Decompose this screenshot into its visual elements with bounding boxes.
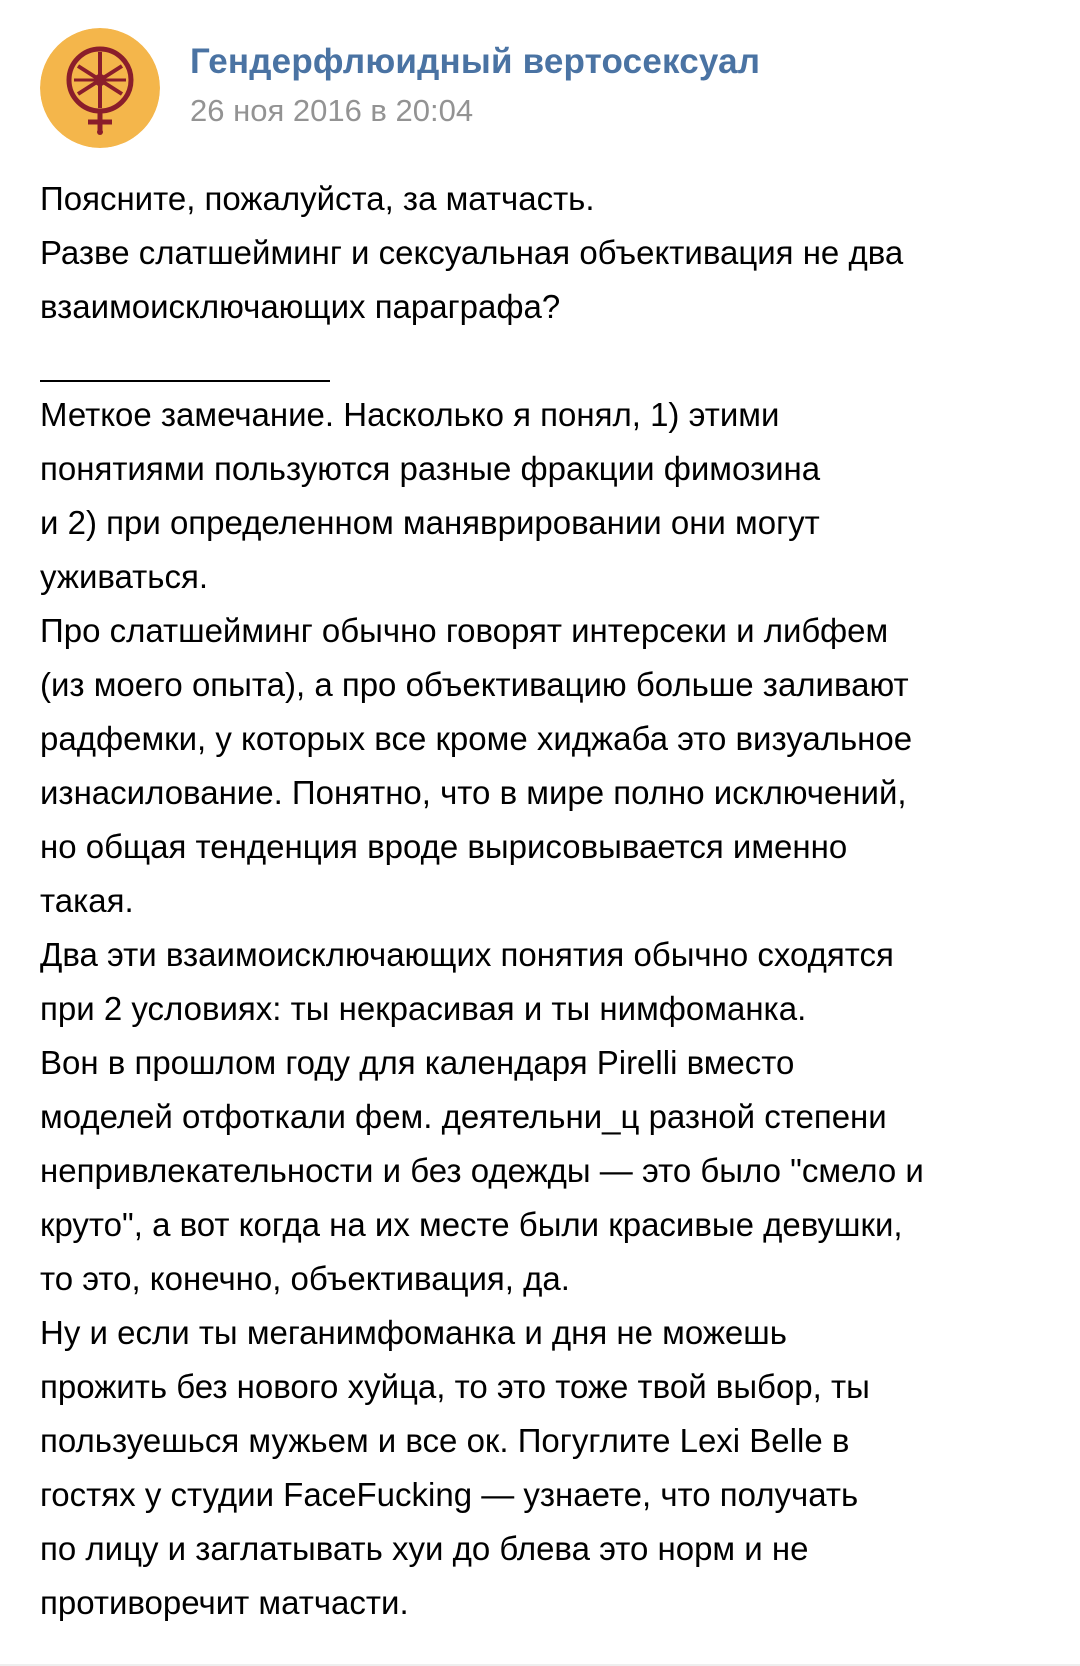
text-line: непривлекательности и без одежды — это было "смело и (40, 1152, 924, 1189)
text-line: и 2) при определенном маняврировании они могут (40, 504, 820, 541)
text-line: такая. (40, 882, 134, 919)
text-line: взаимоисключающих параграфа? (40, 288, 561, 325)
text-line: то это, конечно, объективация, да. (40, 1260, 570, 1297)
text-line: но общая тенденция вроде вырисовывается именно (40, 828, 848, 865)
text-line: противоречит матчасти. (40, 1584, 409, 1621)
text-line: Два эти взаимоисключающих понятия обычно сходятся (40, 936, 894, 973)
alchemy-symbol-icon (40, 28, 160, 148)
text-line: круто", а вот когда на их месте были красивые девушки, (40, 1206, 903, 1243)
text-line: Поясните, пожалуйста, за матчасть. (40, 180, 595, 217)
text-line: по лицу и заглатывать хуи до блева это норм и не (40, 1530, 809, 1567)
text-line: моделей отфоткали фем. деятельни_ц разной степени (40, 1098, 887, 1135)
text-line: понятиями пользуются разные фракции фимозина (40, 450, 821, 487)
text-line: радфемки, у которых все кроме хиджаба это визуальное (40, 720, 913, 757)
text-divider (40, 380, 330, 382)
text-line: при 2 условиях: ты некрасивая и ты нимфоманка. (40, 990, 807, 1027)
text-line: (из моего опыта), а про объективацию больше заливают (40, 666, 909, 703)
text-line: Разве слатшейминг и сексуальная объективация не два (40, 234, 904, 271)
text-line: Ну и если ты меганимфоманка и дня не можешь (40, 1314, 787, 1351)
text-line: уживаться. (40, 558, 209, 595)
text-line: гостях у студии FaceFucking — узнаете, что получать (40, 1476, 859, 1513)
text-line: Про слатшейминг обычно говорят интерсеки и либфем (40, 612, 889, 649)
text-line: пользуешься мужьем и все ок. Погуглите Lexi Belle в (40, 1422, 850, 1459)
text-line: изнасилование. Понятно, что в мире полно исключений, (40, 774, 907, 811)
author-avatar[interactable] (40, 28, 160, 148)
author-name-link[interactable]: Гендерфлюидный вертосексуал (190, 42, 761, 81)
text-line: Вон в прошлом году для календаря Pirelli вместо (40, 1044, 795, 1081)
post-text (40, 172, 1050, 1630)
text-line: Меткое замечание. Насколько я понял, 1) этими (40, 396, 780, 433)
post-date[interactable]: 26 ноя 2016 в 20:04 (190, 93, 474, 128)
text-line: прожить без нового хуйца, то это тоже твой выбор, ты (40, 1368, 870, 1405)
